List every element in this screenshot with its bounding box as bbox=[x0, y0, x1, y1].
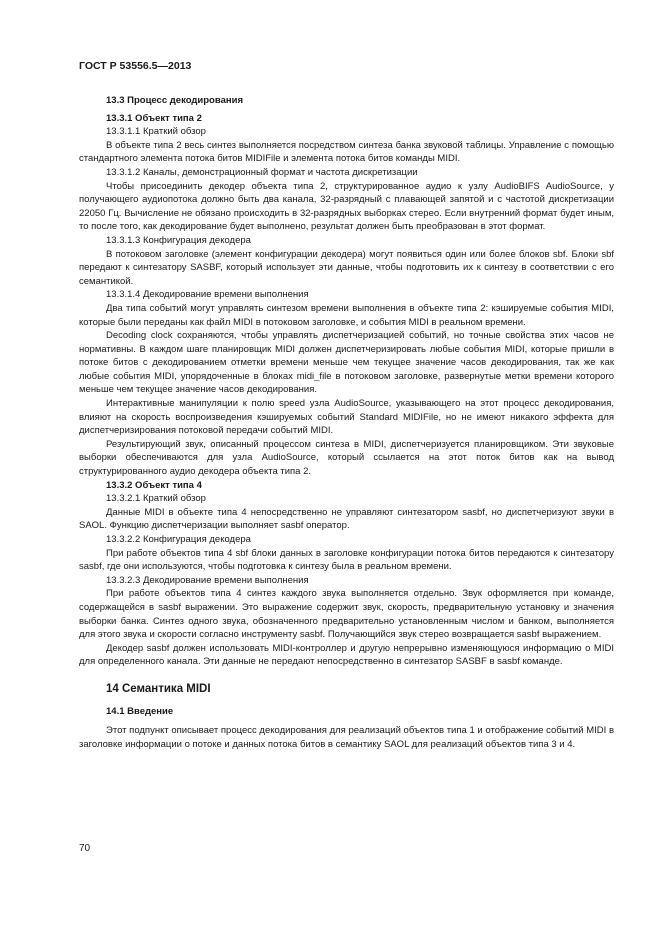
subsubsection-heading: 13.3.1.2 Каналы, демонстрационный формат и частота дискретизации bbox=[106, 166, 418, 178]
subsubsection-heading: 13.3.2.1 Краткий обзор bbox=[106, 493, 206, 505]
subsubsection-heading: 13.3.2.2 Конфигурация декодера bbox=[106, 534, 251, 545]
document-body bbox=[79, 94, 614, 751]
section-heading: 14.1 Введение bbox=[106, 705, 174, 717]
paragraph: Чтобы присоединить декодер объекта типа 2, структурированное аудио к узлу AudioBIFS AudioSource, у получающего аудиопотока должно быть два канала, 32-разрядный с плавающей запятой и с частотой дискретизации 22050 Гц. Вычисление не обязано происходить в 32-разрядных выборках стерео. Если внутренний формат будет иным, то после того, как декодирование будет выполнено, результат должен быть преобразован в этот формат. bbox=[79, 180, 614, 233]
chapter-heading: 14 Семантика MIDI bbox=[106, 682, 211, 695]
paragraph: Данные MIDI в объекте типа 4 непосредственно не управляют синтезатором sasbf, но диспетчеризуют звуки в SAOL. Функцию диспетчеризации выполняет sasbf оператор. bbox=[79, 506, 614, 532]
page-number: 70 bbox=[79, 843, 91, 854]
subsubsection-heading: 13.3.1.3 Конфигурация декодера bbox=[106, 234, 251, 246]
paragraph: При работе объектов типа 4 синтез каждого звука выполняется отдельно. Звук оформляется при команде, содержащейся в sasbf выражении. Это выражение содержит звук, скорость, предварительную установку и значения выборки банка. Синтез одного звука, обозначенного предварительно установленным числом и банком, выполняется для этого звука и скорости согласно инструменту sasbf. Получающийся звук стерео возвращается sasbf выражением. bbox=[79, 588, 614, 641]
paragraph: Интерактивные манипуляции к полю speed узла AudioSource, указывающего на этот процесс декодирования, влияют на скорость воспроизведения кэшируемых событий Standard MIDIFile, но не имеют никакого эффекта для диспетчеризирования потоковой передачи событий MIDI. bbox=[79, 398, 614, 437]
paragraph: Decoding clock сохраняются, чтобы управлять диспетчеризацией событий, но точные свойства этих часов не нормативны. В каждом шаге планировщик MIDI должен диспетчеризировать любые события MIDI, которые пришли в потоке битов с декодированием отметки времени меньше чем текущее значение часов декодирования, так же как любые события MIDI, упорядоченные в блоках midi_file в потоковом заголовке, развернутые метки времени которого меньше чем текущее значение часов декодирования. bbox=[79, 330, 614, 396]
subsection-heading: 13.3.2 Объект типа 4 bbox=[106, 479, 202, 491]
paragraph: Декодер sasbf должен использовать MIDI-контроллер и другую непрерывно изменяющуюся информацию о MIDI для определенного канала. Эти данные не передают непосредственно в синтезатор SASBF в sasbf команде. bbox=[79, 642, 614, 668]
standard-header: ГОСТ Р 53556.5—2013 bbox=[79, 60, 192, 72]
paragraph: При работе объектов типа 4 sbf блоки данных в заголовке конфигурации потока битов передаются к синтезатору sasbf, где они используются, чтобы подготовка к синтезу была в реальном времени. bbox=[79, 547, 614, 573]
subsubsection-heading: 13.3.1.4 Декодирование времени выполнения bbox=[106, 289, 309, 301]
subsection-heading: 13.3.1 Объект типа 2 bbox=[106, 112, 202, 124]
paragraph: Два типа событий могут управлять синтезом времени выполнения в объекте типа 2: кэшируемые события MIDI, которые были переданы как файл MIDI в потоковом заголовке, и события MIDI в реальном времени. bbox=[79, 302, 614, 328]
subsubsection-heading: 13.3.1.1 Краткий обзор bbox=[106, 126, 206, 138]
section-heading: 13.3 Процесс декодирования bbox=[106, 95, 243, 106]
subsubsection-heading: 13.3.2.3 Декодирование времени выполнения bbox=[106, 574, 309, 586]
paragraph: Результирующий звук, описанный процессом синтеза в MIDI, диспетчеризуется планировщиком. Эти звуковые выборки обеспечиваются для узла AudioSource, который ссылается на этот поток битов как на вывод структурированного аудио декодера объекта типа 2. bbox=[79, 438, 614, 478]
paragraph: Этот подпункт описывает процесс декодирования для реализаций объектов типа 1 и отображение событий MIDI в заголовке информации о потоке и данных потока битов в семантику SAOL для реализаций объектов типа 3 и 4. bbox=[79, 725, 614, 750]
paragraph: В потоковом заголовке (элемент конфигурации декодера) могут появиться один или более блоков sbf. Блоки sbf передают к синтезатору SASBF, который использует эти данные, чтобы подготовить их к синтезу в соответствии с его семантикой. bbox=[79, 248, 614, 287]
paragraph: В объекте типа 2 весь синтез выполняется посредством синтеза банка звуковой таблицы. Управление с помощью стандартного элемента потока битов MIDIFile и элемента потока битов команды MIDI. bbox=[79, 139, 614, 165]
